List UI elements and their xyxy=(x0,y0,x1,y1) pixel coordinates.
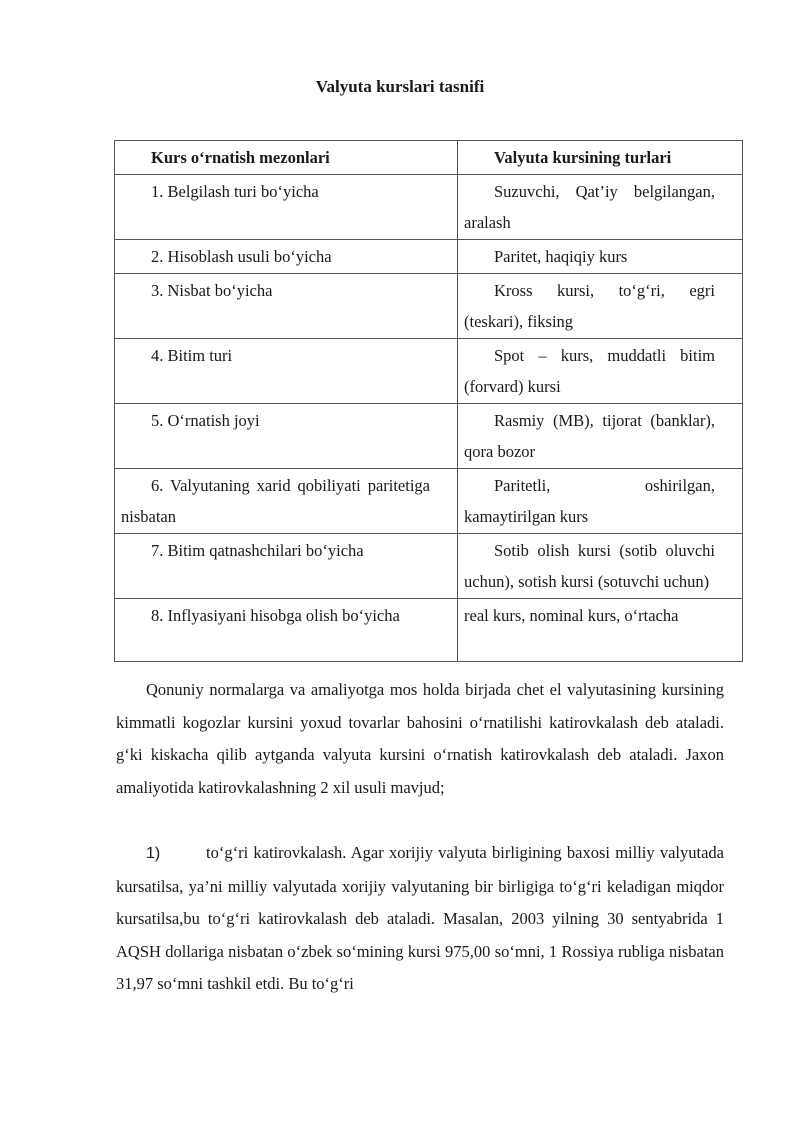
table-cell-types: Spot – kurs, muddatli bitim (forvard) kursi xyxy=(458,339,743,404)
header-criteria: Kurs o‘rnatish mezonlari xyxy=(115,141,458,175)
currency-rates-table xyxy=(114,140,743,662)
table-cell-criterion: 5. O‘rnatish joyi xyxy=(115,404,458,469)
table-row xyxy=(115,274,743,339)
table-cell-types: Sotib olish kursi (sotib oluvchi uchun), sotish kursi (sotuvchi uchun) xyxy=(458,534,743,599)
body-paragraph-quotation-definition: Qonuniy normalarga va amaliyotga mos holda birjada chet el valyutasining kursining kimmatli kogozlar kursini yoxud tovarlar bahosini o‘rnatilishi katirovkalash deb ataladi. g‘ki kiskacha qilib aytganda valyuta kursini o‘rnatish katirovkalash deb ataladi. Jaxon amaliyotida katirovkalashning 2 xil usuli mavjud; xyxy=(116,680,724,797)
table-row xyxy=(115,469,743,534)
table-cell-types: Kross kursi, to‘g‘ri, egri (teskari), fiksing xyxy=(458,274,743,339)
header-types: Valyuta kursining turlari xyxy=(458,141,743,175)
table-row xyxy=(115,599,743,662)
table-row xyxy=(115,534,743,599)
page-title: Valyuta kurslari tasnifi xyxy=(315,77,485,96)
body-paragraph-direct-quotation xyxy=(116,837,724,1001)
table-cell-types: Suzuvchi, Qat’iy belgilangan, aralash xyxy=(458,175,743,240)
table-header-row xyxy=(115,141,743,175)
table-cell-criterion: 6. Valyutaning xarid qobiliyati paritetiga nisbatan xyxy=(115,469,458,534)
table-cell-criterion: 3. Nisbat bo‘yicha xyxy=(115,274,458,339)
table-cell-criterion: 7. Bitim qatnashchilari bo‘yicha xyxy=(115,534,458,599)
table-row xyxy=(115,240,743,274)
table-row xyxy=(115,175,743,240)
list-number: 1) xyxy=(146,845,161,862)
table-cell-criterion: 1. Belgilash turi bo‘yicha xyxy=(115,175,458,240)
paragraph-text: to‘g‘ri katirovkalash. Agar xorijiy valyuta birligining baxosi milliy valyutada kursatilsa, ya’ni milliy valyutada xorijiy valyutaning bir birligiga to‘g‘ri keladigan miqdor kursatilsa,bu to‘g‘ri katirovkalash deb ataladi. Masalan, 2003 yilning 30 sentyabrida 1 AQSH dollariga nisbatan o‘zbek so‘mining kursi 975,00 so‘mni, 1 Rossiya rubliga nisbatan 31,97 so‘mni tashkil etdi. Bu to‘g‘ri xyxy=(116,843,724,993)
table-row xyxy=(115,404,743,469)
table-cell-types: Paritetli, oshirilgan, kamaytirilgan kurs xyxy=(458,469,743,534)
table-cell-types: Rasmiy (MB), tijorat (banklar), qora bozor xyxy=(458,404,743,469)
table-cell-types: Paritet, haqiqiy kurs xyxy=(458,240,743,274)
table-row xyxy=(115,339,743,404)
table-cell-criterion: 8. Inflyasiyani hisobga olish bo‘yicha xyxy=(115,599,458,662)
table-cell-criterion: 2. Hisoblash usuli bo‘yicha xyxy=(115,240,458,274)
table-cell-types: real kurs, nominal kurs, o‘rtacha xyxy=(458,599,743,662)
table-cell-criterion: 4. Bitim turi xyxy=(115,339,458,404)
